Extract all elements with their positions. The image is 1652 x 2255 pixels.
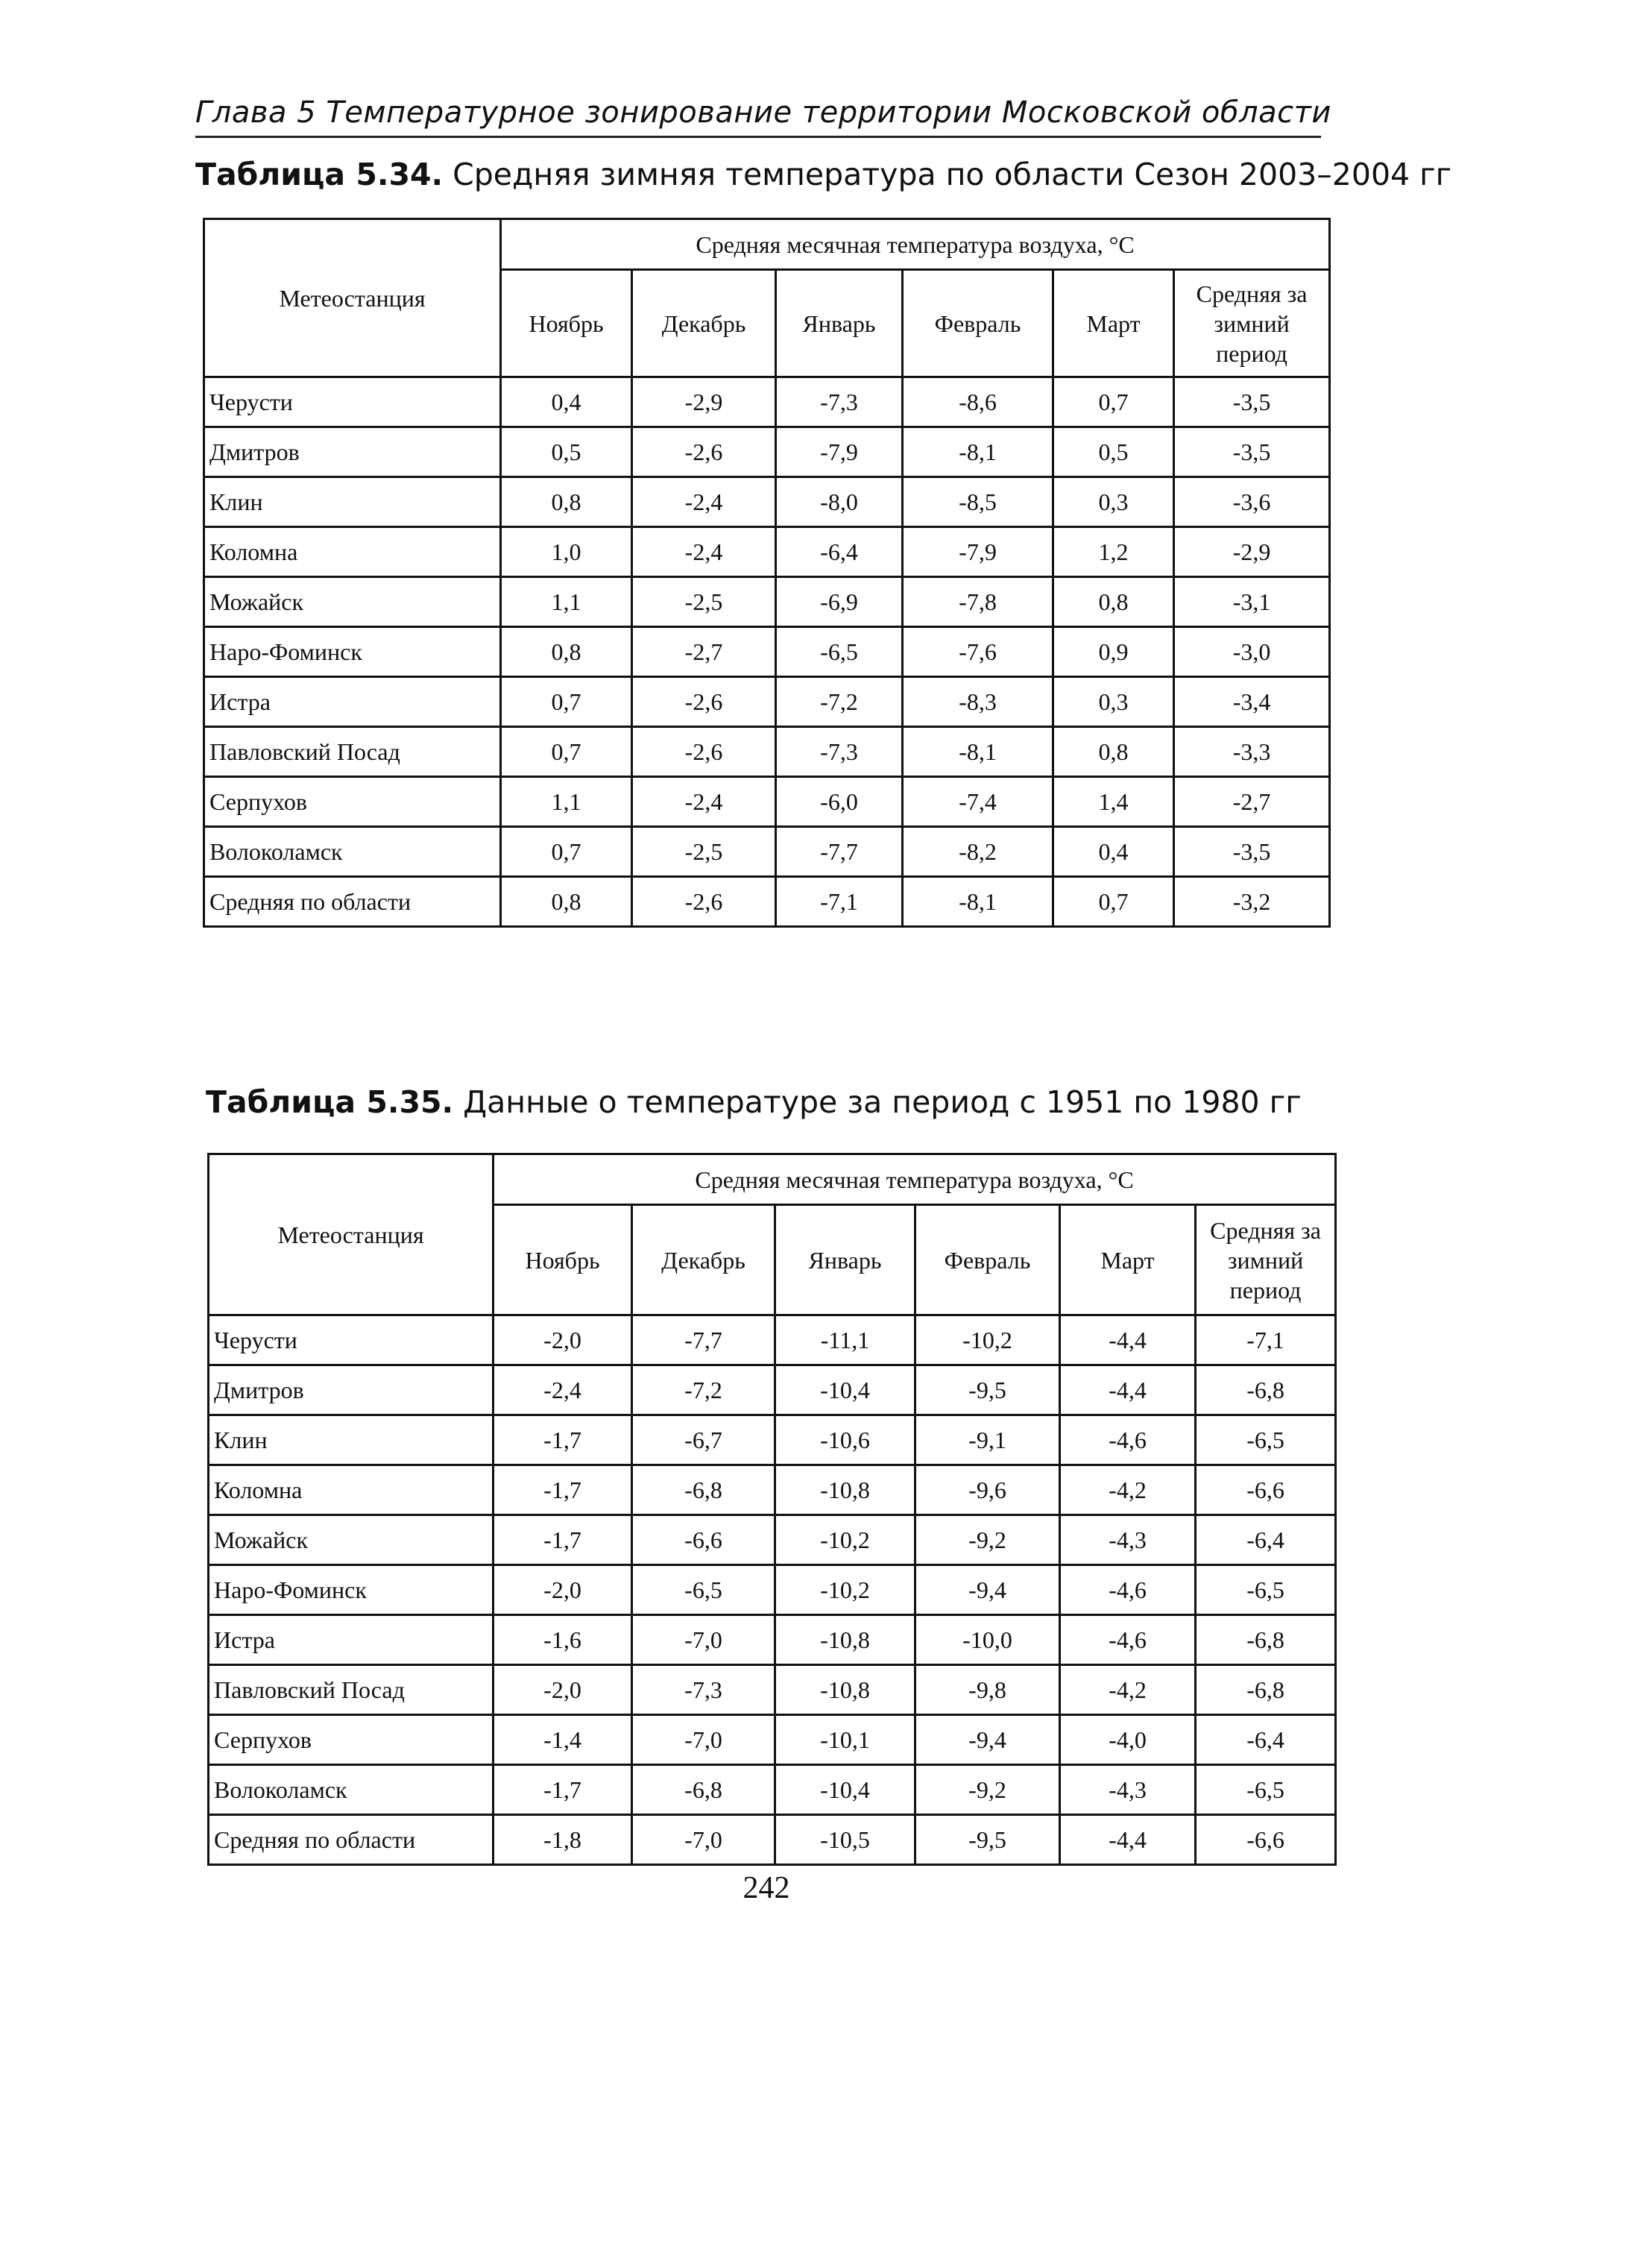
temperature-cell: -4,2 — [1060, 1665, 1196, 1715]
column-header: Декабрь — [632, 1205, 775, 1315]
temperature-cell: -10,0 — [915, 1615, 1060, 1665]
temperature-cell: -8,0 — [776, 477, 903, 527]
temperature-cell: -2,0 — [494, 1665, 632, 1715]
temperature-cell: -8,1 — [903, 727, 1053, 777]
temperature-cell: -8,1 — [903, 427, 1053, 477]
temperature-cell: -3,5 — [1174, 377, 1330, 427]
temperature-cell: -8,1 — [903, 877, 1053, 927]
temperature-cell: -2,4 — [632, 477, 776, 527]
temperature-cell: 0,5 — [1053, 427, 1174, 477]
station-name-cell: Наро-Фоминск — [204, 627, 501, 677]
temperature-cell: -2,6 — [632, 877, 776, 927]
temperature-cell: -6,6 — [632, 1515, 775, 1565]
temperature-cell: -9,6 — [915, 1465, 1060, 1515]
station-name-cell: Коломна — [204, 527, 501, 577]
temperature-cell: -9,5 — [915, 1365, 1060, 1415]
station-name-cell: Серпухов — [209, 1715, 494, 1765]
temperature-cell: 0,7 — [501, 827, 632, 877]
temperature-cell: -9,2 — [915, 1765, 1060, 1815]
temperature-cell: -9,2 — [915, 1515, 1060, 1565]
temperature-cell: -7,0 — [632, 1815, 775, 1865]
temperature-cell: -7,3 — [776, 377, 903, 427]
station-name-cell: Коломна — [209, 1465, 494, 1515]
temperature-cell: -1,7 — [494, 1465, 632, 1515]
temperature-cell: -7,3 — [776, 727, 903, 777]
temperature-cell: -4,2 — [1060, 1465, 1196, 1515]
table-row — [204, 627, 1330, 677]
temperature-cell: -6,5 — [1196, 1765, 1336, 1815]
temperature-cell: -2,4 — [632, 527, 776, 577]
temperature-cell: -3,3 — [1174, 727, 1330, 777]
temperature-cell: -10,2 — [775, 1515, 915, 1565]
temperature-cell: -2,6 — [632, 727, 776, 777]
temperature-cell: -9,1 — [915, 1415, 1060, 1465]
table-row — [209, 1415, 1336, 1465]
station-name-cell: Павловский Посад — [204, 727, 501, 777]
temperature-cell: -7,1 — [776, 877, 903, 927]
temperature-cell: -2,6 — [632, 677, 776, 727]
temperature-cell: -6,4 — [776, 527, 903, 577]
table-row — [209, 1615, 1336, 1665]
temperature-cell: 1,1 — [501, 577, 632, 627]
temperature-cell: 1,2 — [1053, 527, 1174, 577]
table-row — [209, 1515, 1336, 1565]
temperature-cell: -4,6 — [1060, 1415, 1196, 1465]
temperature-cell: -3,5 — [1174, 427, 1330, 477]
table-row — [209, 1815, 1336, 1865]
temperature-cell: -2,5 — [632, 827, 776, 877]
column-header: Ноябрь — [501, 270, 632, 377]
temperature-cell: 0,8 — [1053, 577, 1174, 627]
table-row — [209, 1565, 1336, 1615]
temperature-cell: 0,7 — [501, 727, 632, 777]
temperature-cell: -3,6 — [1174, 477, 1330, 527]
header-rule — [195, 136, 1321, 138]
temperature-cell: -2,7 — [632, 627, 776, 677]
temperature-cell: -7,2 — [632, 1365, 775, 1415]
temperature-cell: -8,5 — [903, 477, 1053, 527]
temperature-cell: -7,6 — [903, 627, 1053, 677]
temperature-cell: -1,7 — [494, 1415, 632, 1465]
temperature-cell: -6,5 — [1196, 1415, 1336, 1465]
column-header: Январь — [775, 1205, 915, 1315]
temperature-cell: -10,8 — [775, 1665, 915, 1715]
temperature-cell: -4,3 — [1060, 1515, 1196, 1565]
temperature-cell: 0,3 — [1053, 477, 1174, 527]
station-name-cell: Серпухов — [204, 777, 501, 827]
station-name-cell: Можайск — [209, 1515, 494, 1565]
temperature-cell: -10,4 — [775, 1765, 915, 1815]
column-header: Январь — [776, 270, 903, 377]
temperature-cell: -11,1 — [775, 1315, 915, 1365]
column-header: Февраль — [903, 270, 1053, 377]
station-name-cell: Черусти — [209, 1315, 494, 1365]
column-header: Декабрь — [632, 270, 776, 377]
temperature-cell: -2,7 — [1174, 777, 1330, 827]
temperature-cell: 0,8 — [501, 627, 632, 677]
table-row — [204, 377, 1330, 427]
temperature-cell: -9,5 — [915, 1815, 1060, 1865]
station-name-cell: Наро-Фоминск — [209, 1565, 494, 1615]
temperature-cell: 1,0 — [501, 527, 632, 577]
temperature-cell: 0,7 — [501, 677, 632, 727]
temperature-cell: 0,7 — [1053, 377, 1174, 427]
table-row — [204, 427, 1330, 477]
temperature-cell: -8,6 — [903, 377, 1053, 427]
station-name-cell: Дмитров — [209, 1365, 494, 1415]
temperature-cell: -6,6 — [1196, 1465, 1336, 1515]
temperature-cell: 0,9 — [1053, 627, 1174, 677]
temperature-cell: 1,1 — [501, 777, 632, 827]
temperature-cell: -3,0 — [1174, 627, 1330, 677]
temperature-cell: -4,3 — [1060, 1765, 1196, 1815]
temperature-cell: -10,2 — [915, 1315, 1060, 1365]
temperature-cell: -7,9 — [776, 427, 903, 477]
temperature-cell: -10,8 — [775, 1615, 915, 1665]
temperature-cell: -7,9 — [903, 527, 1053, 577]
temperature-cell: -10,5 — [775, 1815, 915, 1865]
temperature-cell: -4,6 — [1060, 1615, 1196, 1665]
temperature-cell: -7,3 — [632, 1665, 775, 1715]
table-body — [204, 377, 1330, 927]
table-row — [204, 727, 1330, 777]
table-row — [204, 877, 1330, 927]
table-row — [209, 1665, 1336, 1715]
temperature-cell: -6,9 — [776, 577, 903, 627]
temperature-cell: -6,8 — [1196, 1615, 1336, 1665]
temperature-cell: -10,4 — [775, 1365, 915, 1415]
temperature-cell: 0,8 — [501, 877, 632, 927]
temperature-table — [203, 218, 1331, 928]
temperature-cell: -4,6 — [1060, 1565, 1196, 1615]
station-column-header: Метеостанция — [209, 1154, 494, 1315]
temperature-cell: -2,4 — [632, 777, 776, 827]
temperature-cell: -9,8 — [915, 1665, 1060, 1715]
table-row — [204, 527, 1330, 577]
temperature-cell: -10,1 — [775, 1715, 915, 1765]
temperature-cell: -1,7 — [494, 1515, 632, 1565]
table-caption-text: Средняя зимняя температура по области Сезон 2003–2004 гг — [453, 157, 1452, 192]
table-row — [209, 1765, 1336, 1815]
temperature-cell: -9,4 — [915, 1565, 1060, 1615]
temperature-cell: -7,4 — [903, 777, 1053, 827]
temperature-cell: -1,7 — [494, 1765, 632, 1815]
temperature-cell: -6,0 — [776, 777, 903, 827]
column-header: Средняя за зимний период — [1196, 1205, 1336, 1315]
temperature-cell: -4,4 — [1060, 1315, 1196, 1365]
table-row — [209, 1365, 1336, 1415]
temperature-cell: -2,0 — [494, 1315, 632, 1365]
group-column-header: Средняя месячная температура воздуха, °C — [501, 219, 1330, 270]
station-name-cell: Черусти — [204, 377, 501, 427]
temperature-cell: -6,5 — [632, 1565, 775, 1615]
station-name-cell: Истра — [204, 677, 501, 727]
temperature-cell: -6,8 — [1196, 1665, 1336, 1715]
temperature-cell: -2,6 — [632, 427, 776, 477]
running-header: Глава 5 Температурное зонирование территории Московской области — [195, 95, 1331, 130]
table-row — [209, 1465, 1336, 1515]
temperature-cell: 0,5 — [501, 427, 632, 477]
table-body — [209, 1315, 1336, 1865]
table-row — [204, 777, 1330, 827]
table-row — [204, 677, 1330, 727]
temperature-cell: -4,4 — [1060, 1365, 1196, 1415]
temperature-cell: -6,5 — [776, 627, 903, 677]
table-row — [204, 827, 1330, 877]
station-name-cell: Волоколамск — [204, 827, 501, 877]
temperature-cell: -2,0 — [494, 1565, 632, 1615]
temperature-cell: -8,3 — [903, 677, 1053, 727]
table-caption-text: Данные о температуре за период с 1951 по 1980 гг — [463, 1084, 1302, 1120]
station-name-cell: Истра — [209, 1615, 494, 1665]
temperature-cell: -7,8 — [903, 577, 1053, 627]
temperature-cell: 0,7 — [1053, 877, 1174, 927]
temperature-cell: -10,8 — [775, 1465, 915, 1515]
temperature-cell: -7,7 — [776, 827, 903, 877]
table-row — [209, 1315, 1336, 1365]
temperature-cell: -7,1 — [1196, 1315, 1336, 1365]
station-name-cell: Клин — [204, 477, 501, 527]
temperature-cell: -9,4 — [915, 1715, 1060, 1765]
temperature-cell: -1,4 — [494, 1715, 632, 1765]
temperature-cell: 0,8 — [501, 477, 632, 527]
temperature-table — [207, 1153, 1337, 1866]
temperature-cell: -6,6 — [1196, 1815, 1336, 1865]
station-column-header: Метеостанция — [204, 219, 501, 377]
temperature-cell: -3,2 — [1174, 877, 1330, 927]
page-number: 242 — [743, 1871, 790, 1905]
table-row — [209, 1715, 1336, 1765]
temperature-cell: -3,5 — [1174, 827, 1330, 877]
table-caption-label: Таблица 5.35. — [206, 1084, 454, 1120]
temperature-cell: -6,8 — [1196, 1365, 1336, 1415]
temperature-cell: -6,7 — [632, 1415, 775, 1465]
station-name-cell: Павловский Посад — [209, 1665, 494, 1715]
temperature-cell: -1,8 — [494, 1815, 632, 1865]
temperature-cell: -7,7 — [632, 1315, 775, 1365]
table-row — [204, 477, 1330, 527]
column-header: Ноябрь — [494, 1205, 632, 1315]
column-header: Февраль — [915, 1205, 1060, 1315]
temperature-cell: -4,4 — [1060, 1815, 1196, 1865]
temperature-cell: -2,9 — [1174, 527, 1330, 577]
station-name-cell: Дмитров — [204, 427, 501, 477]
station-name-cell: Волоколамск — [209, 1765, 494, 1815]
table-caption — [206, 1084, 1302, 1120]
table-row — [204, 577, 1330, 627]
column-header: Средняя за зимний период — [1174, 270, 1330, 377]
temperature-cell: -10,6 — [775, 1415, 915, 1465]
temperature-cell: -3,4 — [1174, 677, 1330, 727]
station-name-cell: Средняя по области — [204, 877, 501, 927]
temperature-cell: -4,0 — [1060, 1715, 1196, 1765]
temperature-cell: 0,4 — [1053, 827, 1174, 877]
station-name-cell: Средняя по области — [209, 1815, 494, 1865]
temperature-cell: -7,2 — [776, 677, 903, 727]
station-name-cell: Клин — [209, 1415, 494, 1465]
table-caption — [195, 157, 1451, 192]
column-header: Март — [1053, 270, 1174, 377]
temperature-cell: -7,0 — [632, 1715, 775, 1765]
temperature-cell: 0,4 — [501, 377, 632, 427]
station-name-cell: Можайск — [204, 577, 501, 627]
temperature-cell: 0,3 — [1053, 677, 1174, 727]
temperature-cell: -6,4 — [1196, 1715, 1336, 1765]
temperature-cell: -2,4 — [494, 1365, 632, 1415]
temperature-cell: -6,8 — [632, 1465, 775, 1515]
temperature-cell: -7,0 — [632, 1615, 775, 1665]
table-caption-label: Таблица 5.34. — [195, 157, 444, 192]
temperature-cell: -6,8 — [632, 1765, 775, 1815]
temperature-cell: -2,5 — [632, 577, 776, 627]
temperature-cell: -8,2 — [903, 827, 1053, 877]
column-header: Март — [1060, 1205, 1196, 1315]
temperature-cell: -3,1 — [1174, 577, 1330, 627]
temperature-cell: -10,2 — [775, 1565, 915, 1615]
group-column-header: Средняя месячная температура воздуха, °C — [494, 1154, 1336, 1205]
temperature-cell: -6,5 — [1196, 1565, 1336, 1615]
temperature-cell: -1,6 — [494, 1615, 632, 1665]
temperature-cell: 1,4 — [1053, 777, 1174, 827]
temperature-cell: 0,8 — [1053, 727, 1174, 777]
temperature-cell: -6,4 — [1196, 1515, 1336, 1565]
temperature-cell: -2,9 — [632, 377, 776, 427]
